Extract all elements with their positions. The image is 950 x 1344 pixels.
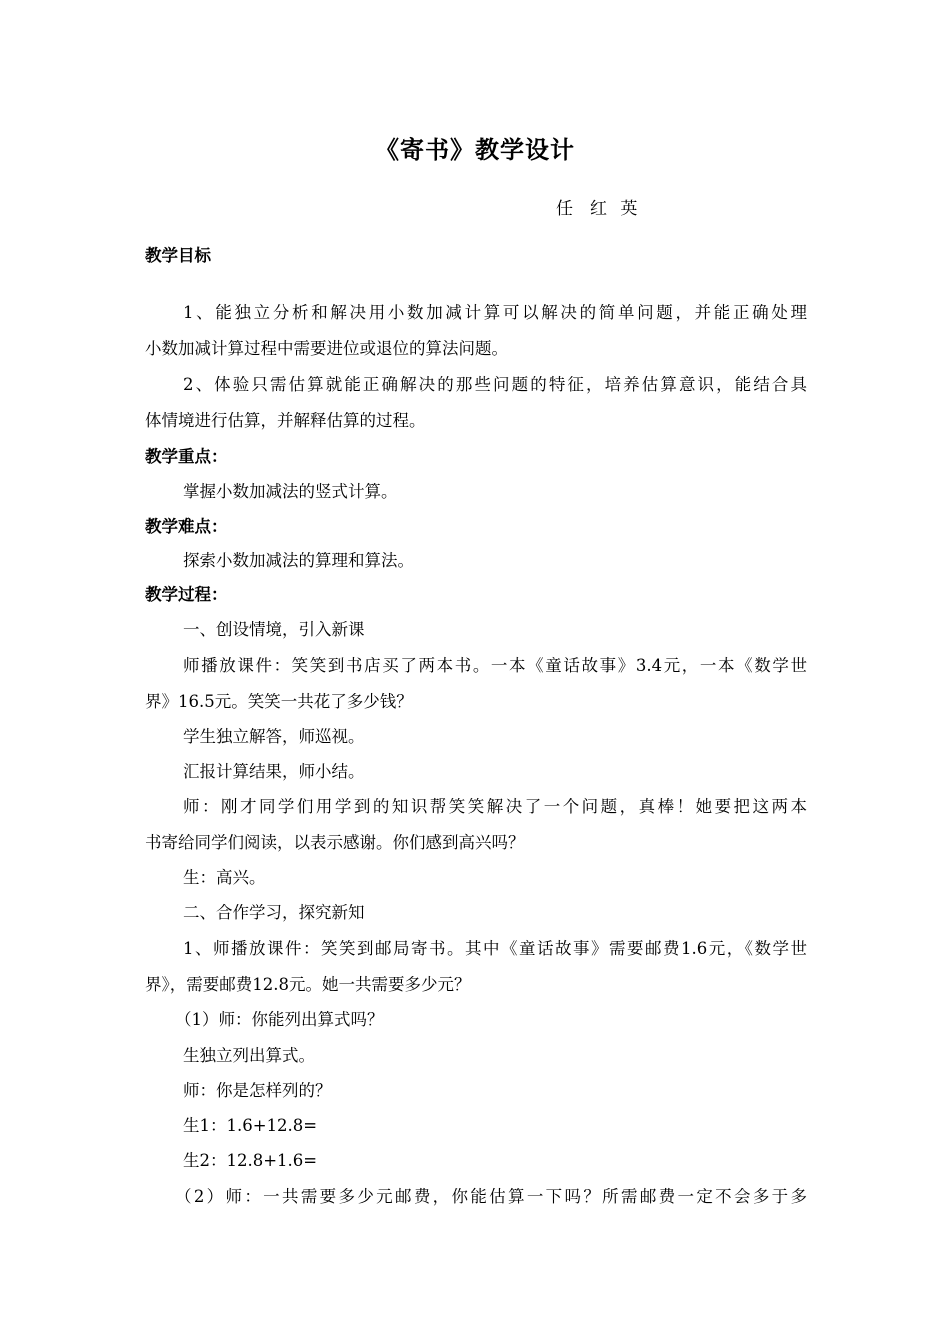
section-heading-two: 二、合作学习，探究新知 bbox=[183, 903, 365, 922]
paragraph-line: 师：刚才同学们用学到的知识帮笑笑解决了一个问题，真棒！她要把这两本 bbox=[183, 797, 807, 816]
paragraph-line: 界》，需要邮费12.8元。她一共需要多少元？ bbox=[145, 975, 471, 994]
paragraph-line: 师：你是怎样列的？ bbox=[183, 1081, 332, 1100]
paragraph-line: （2）师：一共需要多少元邮费，你能估算一下吗？所需邮费一定不会多于多 bbox=[175, 1187, 807, 1206]
document-author: 任 红 英 bbox=[556, 199, 638, 219]
paragraph-line: 生2：12.8+1.6= bbox=[183, 1151, 318, 1170]
paragraph-line: 汇报计算结果，师小结。 bbox=[183, 762, 365, 781]
paragraph-line: 2、体验只需估算就能正确解决的那些问题的特征，培养估算意识，能结合具 bbox=[183, 375, 807, 394]
paragraph-line: 1、能独立分析和解决用小数加减计算可以解决的简单问题，并能正确处理 bbox=[183, 303, 807, 322]
paragraph-line: （1）师：你能列出算式吗？ bbox=[175, 1010, 384, 1029]
paragraph-line: 生1：1.6+12.8= bbox=[183, 1116, 318, 1135]
heading-process: 教学过程： bbox=[145, 585, 228, 604]
heading-key-points: 教学重点： bbox=[145, 447, 228, 466]
paragraph-line: 师播放课件：笑笑到书店买了两本书。一本《童话故事》3.4元，一本《数学世 bbox=[183, 656, 807, 675]
heading-teaching-goals: 教学目标 bbox=[145, 246, 211, 265]
section-heading-one: 一、创设情境，引入新课 bbox=[183, 620, 365, 639]
paragraph-line: 探索小数加减法的算理和算法。 bbox=[183, 551, 414, 570]
document-title: 《寄书》教学设计 bbox=[375, 135, 575, 164]
paragraph-line: 书寄给同学们阅读，以表示感谢。你们感到高兴吗？ bbox=[145, 833, 525, 852]
paragraph-line: 掌握小数加减法的竖式计算。 bbox=[183, 482, 398, 501]
paragraph-line: 界》16.5元。笑笑一共花了多少钱？ bbox=[145, 692, 413, 711]
paragraph-line: 生独立列出算式。 bbox=[183, 1046, 315, 1065]
paragraph-line: 1、师播放课件：笑笑到邮局寄书。其中《童话故事》需要邮费1.6元，《数学世 bbox=[183, 939, 807, 958]
paragraph-line: 学生独立解答，师巡视。 bbox=[183, 727, 365, 746]
paragraph-line: 生：高兴。 bbox=[183, 868, 266, 887]
heading-difficulties: 教学难点： bbox=[145, 517, 228, 536]
paragraph-line: 体情境进行估算，并解释估算的过程。 bbox=[145, 411, 426, 430]
paragraph-line: 小数加减计算过程中需要进位或退位的算法问题。 bbox=[145, 339, 508, 358]
